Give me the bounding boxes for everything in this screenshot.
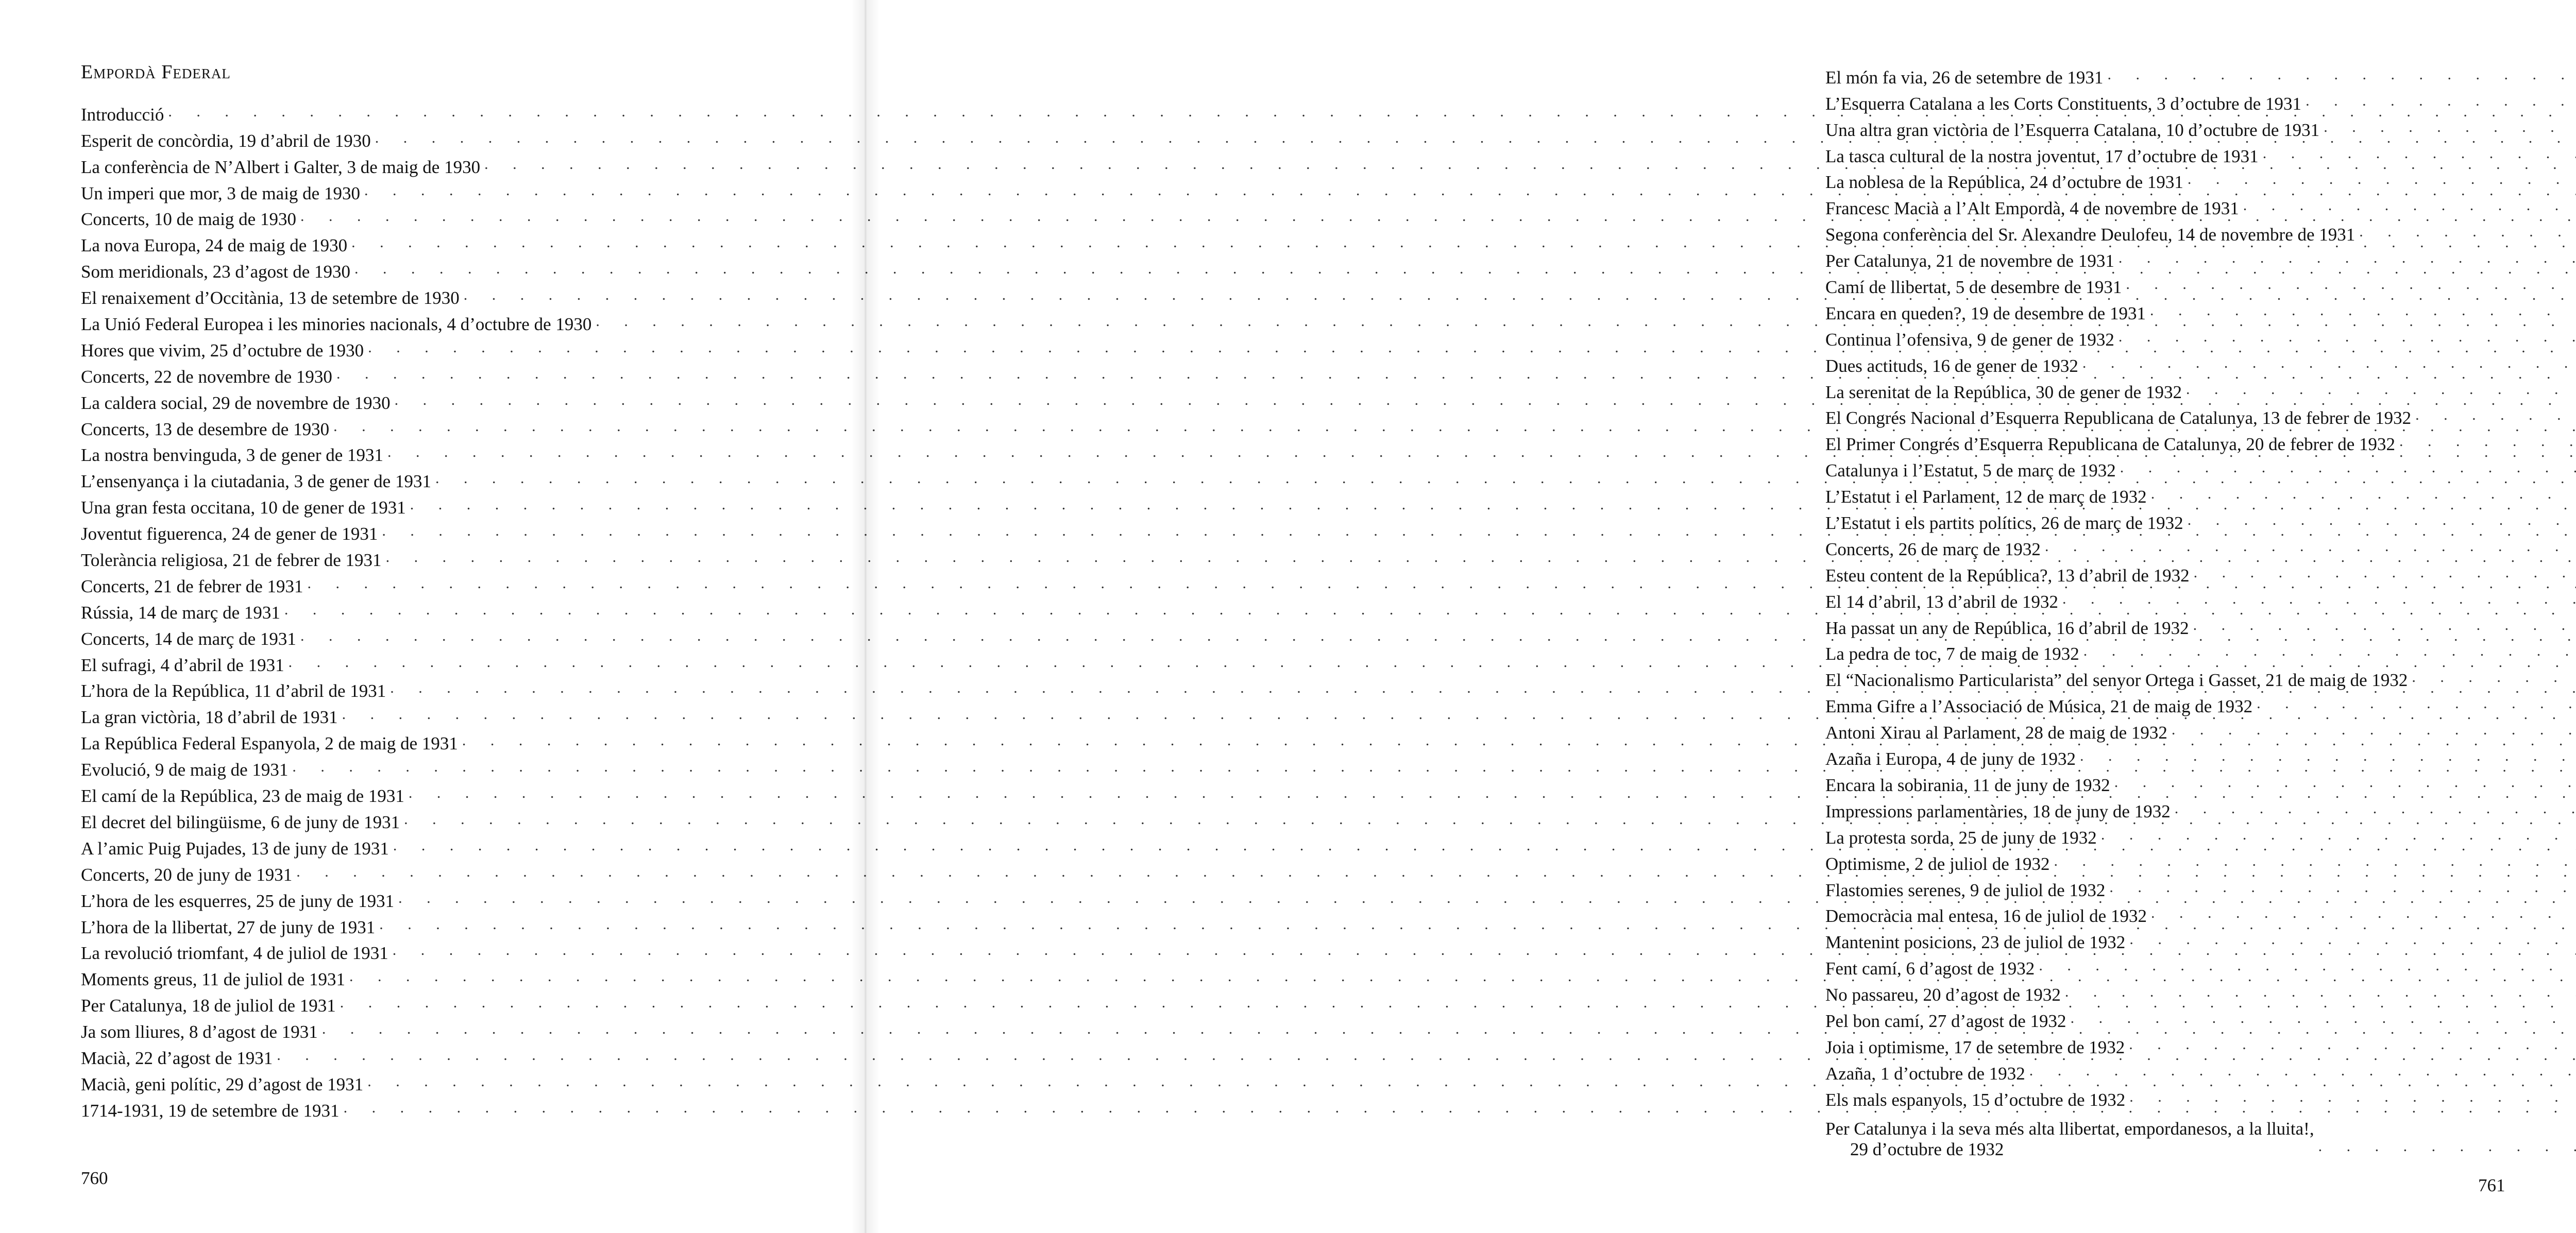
toc-entry [1825, 822, 2508, 848]
toc-entry [81, 571, 761, 597]
leader-dots [2083, 641, 2576, 661]
leader-dots [2129, 1087, 2576, 1107]
toc-entry-title: Macià, 22 d’agost de 1931 [81, 1048, 273, 1068]
toc-entry-title: Fent camí, 6 d’agost de 1932 [1825, 958, 2035, 979]
leader-dots [2399, 431, 2576, 452]
toc-entry [81, 780, 761, 807]
leader-dots [2029, 1060, 2576, 1081]
leader-dots [2243, 195, 2576, 216]
toc-entry-title: Encara la sobirania, 11 de juny de 1932 [1825, 775, 2110, 795]
leader-dots [2080, 746, 2576, 766]
leader-dots [2318, 1136, 2576, 1157]
toc-entry [81, 728, 761, 754]
toc-entry-title [1825, 1119, 2314, 1160]
toc-entry-title: Una gran festa occitana, 10 de gener de 1931 [81, 498, 406, 518]
toc-entry-title: Concerts, 14 de març de 1931 [81, 628, 296, 649]
toc-entry [81, 1016, 761, 1042]
toc-entry [1825, 586, 2508, 612]
leader-dots [2054, 851, 2576, 871]
toc-entry-title: Dues actituds, 16 de gener de 1932 [1825, 355, 2078, 376]
right-page [866, 0, 2505, 1233]
toc-entry-title: Pel bon camí, 27 d’agost de 1932 [1825, 1011, 2066, 1031]
left-toc-list [81, 99, 761, 1121]
toc-entry [1825, 769, 2508, 796]
toc-entry [81, 1042, 761, 1069]
leader-dots [2101, 825, 2576, 845]
leader-dots [2359, 221, 2576, 242]
toc-entry-title: Moments greus, 11 de juliol de 1931 [81, 969, 345, 990]
toc-entry [1825, 1032, 2508, 1058]
leader-dots [2129, 1034, 2576, 1055]
toc-entry-title: La Unió Federal Europea i les minories nacionals, 4 d’octubre de 1930 [81, 314, 592, 335]
toc-entry-title: Macià, geni polític, 29 d’agost de 1931 [81, 1074, 364, 1094]
toc-entry-title: Esteu content de la República?, 13 d’abril de 1932 [1825, 565, 2190, 586]
toc-entry [81, 623, 761, 649]
toc-entry [1825, 403, 2508, 429]
toc-entry [1825, 62, 2508, 88]
toc-entry-title: Francesc Macià a l’Alt Empordà, 4 de novembre de 1931 [1825, 198, 2239, 219]
leader-dots [2151, 484, 2576, 504]
toc-entry [1825, 953, 2508, 979]
toc-entry [1825, 271, 2508, 298]
toc-entry [1825, 717, 2508, 743]
toc-entry-title: Concerts, 20 de juny de 1931 [81, 864, 293, 885]
toc-entry [81, 151, 761, 178]
toc-entry [81, 414, 761, 440]
toc-entry [81, 990, 761, 1016]
toc-entry [81, 964, 761, 990]
toc-entry-title: Una altra gran victòria de l’Esquerra Catalana, 10 d’octubre de 1931 [1825, 119, 2320, 140]
toc-entry-title: Concerts, 22 de novembre de 1930 [81, 366, 332, 387]
toc-entry-title: No passareu, 20 d’agost de 1932 [1825, 985, 2061, 1005]
toc-entry [1825, 534, 2508, 560]
page-number-right: 761 [2478, 1175, 2505, 1195]
toc-entry [1825, 927, 2508, 953]
leader-dots [2257, 693, 2576, 714]
leader-dots [2188, 169, 2576, 190]
toc-entry [1825, 979, 2508, 1005]
toc-entry-title: L’Estatut i el Parlament, 12 de març de 1932 [1825, 487, 2147, 507]
toc-entry [81, 807, 761, 833]
toc-entry [1825, 114, 2508, 141]
toc-entry-title: Esperit de concòrdia, 19 d’abril de 1930 [81, 130, 371, 151]
toc-entry [81, 178, 761, 204]
toc-entry [81, 649, 761, 676]
toc-entry-title: Concerts, 21 de febrer de 1931 [81, 576, 303, 596]
leader-dots [2172, 720, 2576, 740]
toc-entry-title: El 14 d’abril, 13 d’abril de 1932 [1825, 591, 2058, 612]
toc-entry-title: La tasca cultural de la nostra joventut, 17 d’octubre de 1931 [1825, 146, 2259, 166]
leader-dots [2126, 274, 2576, 295]
toc-entry-title: Catalunya i l’Estatut, 5 de març de 1932 [1825, 460, 2116, 481]
toc-entry-title: Encara en queden?, 19 de desembre de 1931 [1825, 303, 2146, 323]
toc-entry-title: L’hora de la República, 11 d’abril de 1931 [81, 681, 386, 701]
toc-entry-title: La serenitat de la República, 30 de gener de 1932 [1825, 382, 2182, 402]
toc-entry-title: Tolerància religiosa, 21 de febrer de 1931 [81, 550, 382, 571]
toc-entry-title: Evolució, 9 de maig de 1931 [81, 760, 289, 780]
toc-entry [81, 492, 761, 518]
toc-entry [1825, 88, 2508, 114]
toc-entry [81, 938, 761, 964]
toc-entry [81, 335, 761, 361]
toc-entry [81, 1069, 761, 1095]
toc-entry [81, 544, 761, 571]
toc-entry-title: La noblesa de la República, 24 d’octubre de 1931 [1825, 172, 2183, 193]
toc-entry-title: El decret del bilingüisme, 6 de juny de 1931 [81, 812, 400, 832]
toc-entry-title: La pedra de toc, 7 de maig de 1932 [1825, 644, 2079, 664]
leader-dots [2062, 589, 2576, 609]
toc-entry-title: Hores que vivim, 25 d’octubre de 1930 [81, 340, 364, 361]
toc-entry [1825, 141, 2508, 167]
toc-entry [81, 885, 761, 912]
toc-entry [1825, 507, 2508, 534]
toc-entry [1825, 1084, 2508, 1110]
leader-dots [2082, 353, 2576, 373]
leader-dots [2119, 327, 2576, 347]
toc-entry [1825, 639, 2508, 665]
toc-entry-title: La nostra benvinguda, 3 de gener de 1931 [81, 445, 384, 466]
toc-entry-title: Som meridionals, 23 d’agost de 1930 [81, 262, 351, 282]
toc-entry-title: L’Esquerra Catalana a les Corts Constituents, 3 d’octubre de 1931 [1825, 93, 2302, 114]
toc-entry-title: La protesta sorda, 25 de juny de 1932 [1825, 827, 2097, 848]
toc-entry-title: Emma Gifre a l’Associació de Música, 21 de maig de 1932 [1825, 696, 2253, 717]
toc-entry [81, 597, 761, 623]
toc-entry [1825, 350, 2508, 376]
toc-entry [81, 833, 761, 859]
leader-dots [2193, 615, 2576, 636]
toc-entry-title: El Congrés Nacional d’Esquerra Republicana de Catalunya, 13 de febrer de 1932 [1825, 408, 2412, 429]
leader-dots [2175, 798, 2576, 819]
toc-entry [1825, 481, 2508, 507]
toc-entry [1825, 298, 2508, 324]
toc-entry [81, 440, 761, 466]
toc-entry-title: La caldera social, 29 de novembre de 1930 [81, 392, 391, 413]
left-page [0, 0, 866, 1233]
toc-entry [81, 204, 761, 230]
toc-entry [1825, 848, 2508, 875]
toc-entry-title: El món fa via, 26 de setembre de 1931 [1825, 67, 2104, 88]
toc-entry [81, 518, 761, 544]
toc-entry [81, 282, 761, 309]
toc-entry-title-line1: Per Catalunya i la seva més alta llibertat, empordanesos, a la lluita!, [1825, 1118, 2314, 1139]
toc-entry [1825, 743, 2508, 769]
toc-entry-title: El Primer Congrés d’Esquerra Republicana de Catalunya, 20 de febrer de 1932 [1825, 434, 2396, 455]
leader-dots [2065, 982, 2576, 1002]
toc-entry-title: L’hora de la llibertat, 27 de juny de 1931 [81, 917, 376, 937]
leader-dots [2119, 248, 2576, 268]
toc-entry-title: Optimisme, 2 de juliol de 1932 [1825, 853, 2050, 874]
leader-dots [2412, 667, 2576, 688]
toc-entry-title: El renaixement d’Occitània, 13 de setembre de 1930 [81, 288, 460, 309]
toc-entry [1825, 1110, 2508, 1160]
toc-entry-title: La revolució triomfant, 4 de juliol de 1931 [81, 943, 388, 964]
toc-entry [1825, 245, 2508, 271]
toc-entry [1825, 1058, 2508, 1084]
toc-entry [1825, 664, 2508, 691]
leader-dots [2324, 117, 2576, 138]
toc-entry-title: Camí de llibertat, 5 de desembre de 1931 [1825, 277, 2122, 298]
toc-entry [81, 676, 761, 702]
leader-dots [2114, 772, 2576, 793]
toc-entry-title: Azaña, 1 d’octubre de 1932 [1825, 1063, 2025, 1084]
toc-entry [81, 912, 761, 938]
toc-entry-title: La gran victòria, 18 d’abril de 1931 [81, 707, 338, 728]
toc-entry-title: Joia i optimisme, 17 de setembre de 1932 [1825, 1037, 2125, 1057]
toc-entry-title: Ha passat un any de República, 16 d’abril de 1932 [1825, 618, 2189, 638]
leader-dots [2120, 457, 2576, 478]
leader-dots [2129, 929, 2576, 950]
leader-dots [2107, 64, 2576, 85]
toc-entry [1825, 1005, 2508, 1032]
toc-entry-title: Segona conferència del Sr. Alexandre Deulofeu, 14 de novembre de 1931 [1825, 225, 2355, 245]
toc-entry-title: El sufragi, 4 d’abril de 1931 [81, 655, 284, 675]
page-number-left: 760 [81, 1168, 108, 1188]
toc-entry [1825, 455, 2508, 481]
leader-dots [2045, 536, 2576, 557]
toc-entry-title: Impressions parlamentàries, 18 de juny de 1932 [1825, 801, 2171, 821]
toc-entry [81, 701, 761, 728]
section-title: Empordà Federal [81, 61, 231, 83]
toc-entry-title: Mantenint posicions, 23 de juliol de 1932 [1825, 932, 2126, 953]
leader-dots [2194, 562, 2576, 583]
toc-entry-title: Democràcia mal entesa, 16 de juliol de 1932 [1825, 906, 2147, 927]
toc-entry [81, 309, 761, 335]
toc-entry-title: Per Catalunya, 21 de novembre de 1931 [1825, 251, 2114, 271]
toc-entry [1825, 219, 2508, 245]
toc-entry-title: L’Estatut i els partits polítics, 26 de març de 1932 [1825, 513, 2183, 534]
leader-dots [2263, 143, 2576, 164]
toc-entry-title: Ja som lliures, 8 d’agost de 1931 [81, 1022, 318, 1042]
toc-entry [81, 256, 761, 282]
toc-entry-title: Els mals espanyols, 15 d’octubre de 1932 [1825, 1089, 2126, 1110]
toc-entry [1825, 167, 2508, 193]
toc-entry-title: Antoni Xirau al Parlament, 28 de maig de 1932 [1825, 723, 2167, 743]
toc-entry-title: La nova Europa, 24 de maig de 1930 [81, 235, 348, 256]
toc-entry-title: Flastomies serenes, 9 de juliol de 1932 [1825, 880, 2106, 900]
leader-dots [2071, 1008, 2576, 1029]
toc-entry-title: A l’amic Puig Pujades, 13 de juny de 1931 [81, 838, 389, 859]
right-toc-list [1825, 62, 2508, 1160]
leader-dots [2306, 91, 2576, 111]
toc-entry [81, 859, 761, 885]
toc-entry [1825, 875, 2508, 901]
toc-entry [81, 466, 761, 492]
toc-entry [81, 1095, 761, 1121]
toc-entry-title: L’ensenyança i la ciutadania, 3 de gener de 1931 [81, 471, 431, 492]
toc-entry [1825, 612, 2508, 639]
toc-entry [81, 125, 761, 151]
toc-entry-title: Joventut figuerenca, 24 de gener de 1931 [81, 524, 378, 544]
leader-dots [2188, 510, 2576, 530]
toc-entry [1825, 193, 2508, 219]
leader-dots [2150, 300, 2576, 321]
toc-entry-title-line2: 29 d’octubre de 1932 [1850, 1139, 2004, 1159]
toc-entry [1825, 560, 2508, 586]
toc-entry [81, 99, 761, 125]
toc-entry-title: Introducció [81, 104, 164, 125]
toc-entry-title: Un imperi que mor, 3 de maig de 1930 [81, 183, 360, 203]
toc-entry-title: Concerts, 10 de maig de 1930 [81, 209, 296, 230]
toc-entry-title: Azaña i Europa, 4 de juny de 1932 [1825, 749, 2076, 769]
toc-entry [1825, 691, 2508, 717]
leader-dots [2109, 877, 2576, 898]
toc-entry-title: La conferència de N’Albert i Galter, 3 de maig de 1930 [81, 157, 481, 177]
toc-entry-title: Per Catalunya, 18 de juliol de 1931 [81, 996, 336, 1016]
toc-entry [1825, 901, 2508, 927]
toc-entry-title: 1714-1931, 19 de setembre de 1931 [81, 1100, 340, 1121]
leader-dots [2186, 379, 2576, 400]
toc-entry [81, 754, 761, 780]
toc-entry [1825, 376, 2508, 403]
toc-entry-title: Concerts, 13 de desembre de 1930 [81, 419, 330, 439]
toc-entry-title: Concerts, 26 de març de 1932 [1825, 539, 2041, 559]
toc-entry-title: La República Federal Espanyola, 2 de maig de 1931 [81, 733, 458, 754]
toc-entry [1825, 429, 2508, 455]
leader-dots [2415, 405, 2576, 425]
toc-entry [81, 387, 761, 414]
toc-entry [81, 230, 761, 256]
toc-entry-title: El “Nacionalismo Particularista” del senyor Ortega i Gasset, 21 de maig de 1932 [1825, 670, 2408, 691]
toc-entry-title: Continua l’ofensiva, 9 de gener de 1932 [1825, 329, 2114, 350]
toc-entry [1825, 796, 2508, 822]
leader-dots [2039, 955, 2576, 976]
toc-entry [1825, 324, 2508, 350]
toc-entry-title: L’hora de les esquerres, 25 de juny de 1931 [81, 890, 395, 911]
leader-dots [2151, 903, 2576, 923]
toc-entry-title: El camí de la República, 23 de maig de 1931 [81, 786, 404, 807]
toc-entry [81, 361, 761, 387]
toc-entry-title: Rússia, 14 de març de 1931 [81, 602, 280, 623]
